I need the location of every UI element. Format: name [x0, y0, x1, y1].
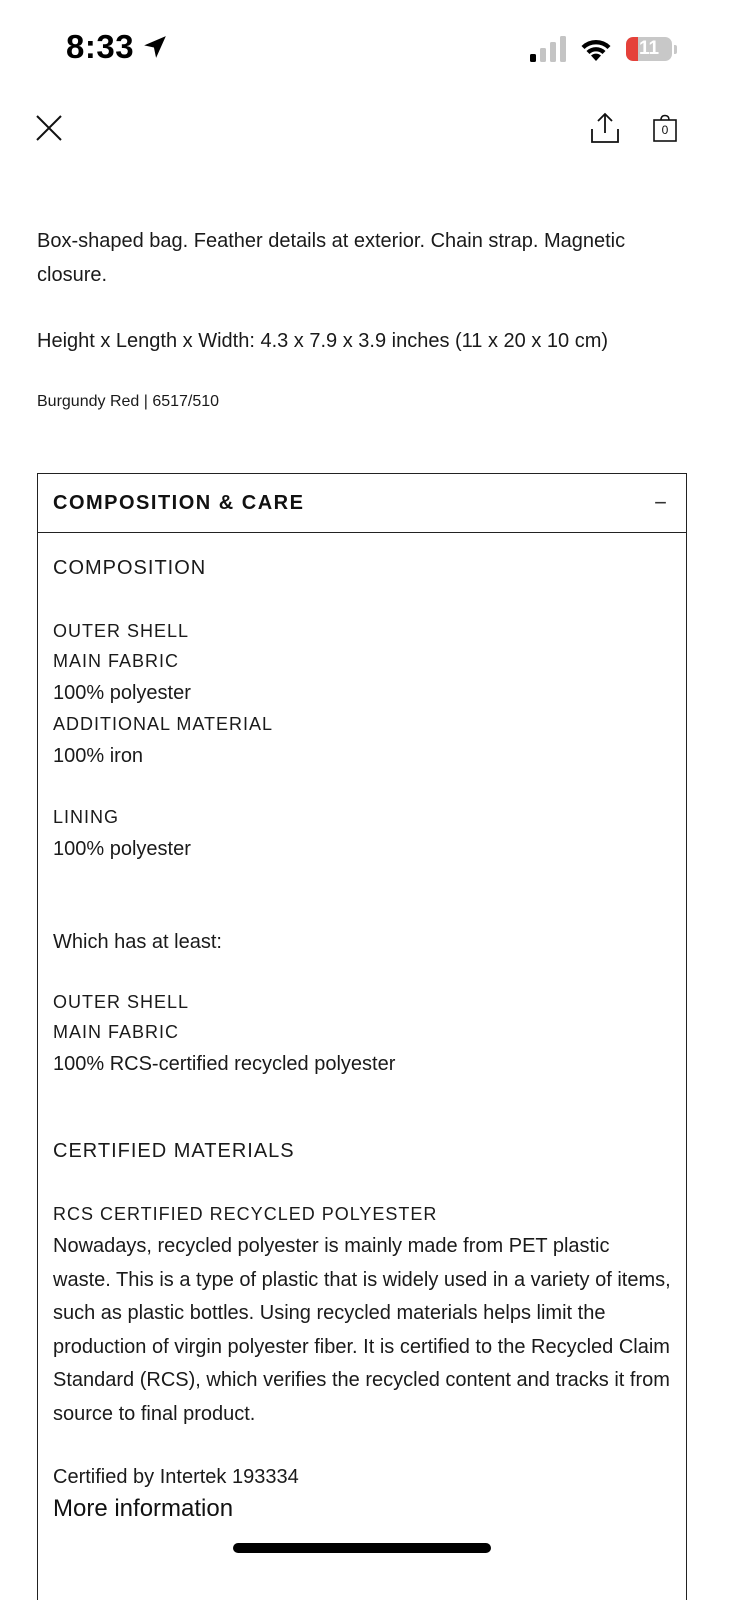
- wifi-icon: [580, 37, 612, 61]
- battery-cap: [674, 45, 677, 54]
- additional-material-label: ADDITIONAL MATERIAL: [53, 714, 274, 734]
- recycled-main-fabric-value: 100% RCS-certified recycled polyester: [53, 1053, 396, 1075]
- which-has-at-least: Which has at least:: [53, 931, 222, 953]
- composition-care-header[interactable]: [38, 474, 686, 533]
- rcs-label: RCS CERTIFIED RECYCLED POLYESTER: [53, 1204, 438, 1224]
- status-time-text: 8:33: [66, 28, 135, 65]
- location-arrow-icon: [142, 34, 168, 60]
- home-indicator[interactable]: [233, 1543, 491, 1553]
- main-fabric-value: 100% polyester: [53, 682, 191, 704]
- status-bar: [0, 0, 739, 96]
- rcs-description: Nowadays, recycled polyester is mainly made from PET plastic waste. This is a type of plastic that is widely used in a variety of items, such as plastic bottles. Using recycled materials helps limit the production of virgin polyester fiber. It is certified to the Recycled Claim Standard (RCS), which verifies the recycled content and tracks it from source to final product.: [53, 1235, 671, 1425]
- status-time: [66, 28, 168, 66]
- composition-care-title: COMPOSITION & CARE: [53, 491, 305, 514]
- composition-heading: COMPOSITION: [53, 557, 207, 579]
- lining-value: 100% polyester: [53, 838, 191, 860]
- shopping-bag-button[interactable]: [653, 114, 677, 142]
- battery-icon: [626, 37, 672, 61]
- battery-fill: [626, 37, 638, 61]
- certified-by: Certified by Intertek 193334: [53, 1466, 299, 1488]
- composition-care-accordion: [37, 473, 687, 1600]
- lining-label: LINING: [53, 807, 120, 827]
- outer-shell-label: OUTER SHELL: [53, 621, 190, 641]
- main-fabric-label: MAIN FABRIC: [53, 651, 180, 671]
- product-description: Box-shaped bag. Feather details at exterior. Chain strap. Magnetic closure.: [37, 230, 626, 286]
- cellular-signal-icon: [530, 36, 566, 62]
- product-color-reference: Burgundy Red | 6517/510: [37, 393, 220, 410]
- recycled-outer-shell-label: OUTER SHELL: [53, 992, 190, 1012]
- share-icon[interactable]: [590, 112, 620, 144]
- additional-material-value: 100% iron: [53, 745, 144, 767]
- status-indicators: [530, 36, 677, 62]
- collapse-icon[interactable]: −: [654, 490, 667, 515]
- certified-materials-heading: CERTIFIED MATERIALS: [53, 1140, 295, 1162]
- recycled-main-fabric-label: MAIN FABRIC: [53, 1022, 180, 1042]
- bag-count: 0: [661, 123, 669, 137]
- product-dimensions: Height x Length x Width: 4.3 x 7.9 x 3.9 inches (11 x 20 x 10 cm): [37, 330, 609, 352]
- battery-level: 11: [638, 38, 660, 59]
- more-information-link[interactable]: More information: [53, 1495, 234, 1522]
- close-icon[interactable]: [36, 115, 62, 141]
